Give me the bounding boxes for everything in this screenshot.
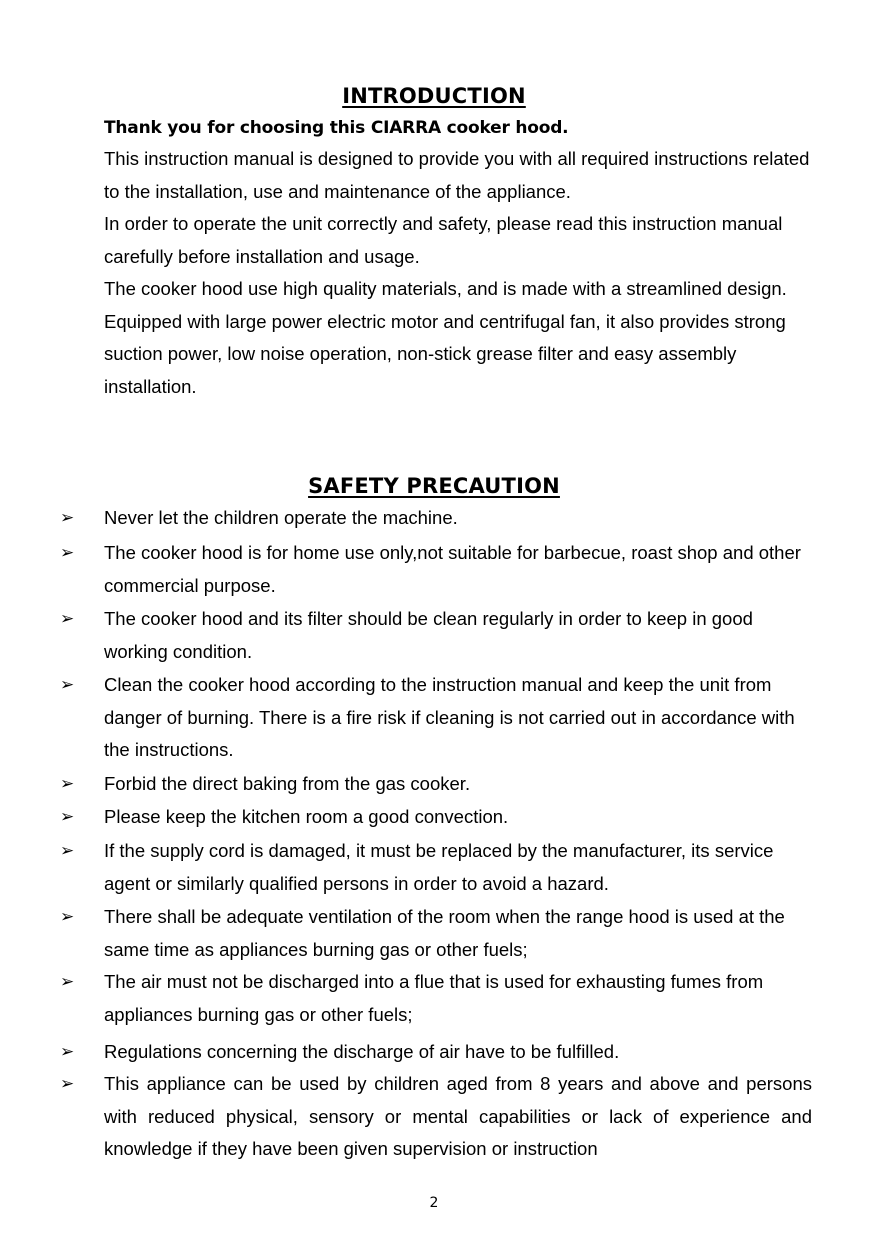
introduction-heading: INTRODUCTION [342, 84, 526, 108]
list-item-text: Please keep the kitchen room a good convection. [104, 806, 509, 827]
list-item-text: The cooker hood and its filter should be clean regularly in order to keep in good working condition. [104, 608, 753, 662]
arrow-bullet-icon: ➢ [60, 841, 75, 861]
list-item-text: If the supply cord is damaged, it must be replaced by the manufacturer, its service agent or similarly qualified persons in order to avoid a hazard. [104, 840, 774, 894]
list-item-text: There shall be adequate ventilation of the room when the range hood is used at the same time as appliances burning gas or other fuels; [104, 906, 785, 960]
arrow-bullet-icon: ➢ [60, 675, 75, 695]
list-item [60, 966, 820, 1031]
list-item-text: Forbid the direct baking from the gas cooker. [104, 773, 471, 794]
arrow-bullet-icon: ➢ [60, 907, 75, 927]
list-item-text: Never let the children operate the machine. [104, 507, 458, 528]
page-number: 2 [429, 1195, 439, 1211]
list-item [60, 901, 820, 966]
list-item [60, 502, 820, 535]
list-item [60, 1068, 820, 1166]
list-item-text: Regulations concerning the discharge of air have to be fulfilled. [104, 1041, 620, 1062]
intro-paragraph: This instruction manual is designed to provide you with all required instructions related to the installation, use and maintenance of the appliance. [104, 148, 810, 202]
list-item [60, 537, 820, 602]
intro-paragraph: In order to operate the unit correctly and safety, please read this instruction manual carefully before installation and usage. [104, 213, 783, 267]
arrow-bullet-icon: ➢ [60, 1042, 75, 1062]
arrow-bullet-icon: ➢ [60, 1074, 75, 1094]
list-item [60, 768, 820, 801]
list-item [60, 669, 820, 767]
list-item [60, 801, 820, 834]
list-item [60, 603, 820, 668]
arrow-bullet-icon: ➢ [60, 543, 75, 563]
list-item-text: The cooker hood is for home use only,not suitable for barbecue, roast shop and other commercial purpose. [104, 542, 801, 596]
introduction-section [104, 116, 824, 403]
list-item [60, 1036, 820, 1069]
arrow-bullet-icon: ➢ [60, 972, 75, 992]
arrow-bullet-icon: ➢ [60, 609, 75, 629]
thank-you-line: Thank you for choosing this CIARRA cooker hood. [104, 118, 569, 138]
arrow-bullet-icon: ➢ [60, 774, 75, 794]
safety-heading: SAFETY PRECAUTION [308, 474, 560, 498]
arrow-bullet-icon: ➢ [60, 807, 75, 827]
arrow-bullet-icon: ➢ [60, 508, 75, 528]
list-item-text: The air must not be discharged into a flue that is used for exhausting fumes from appliances burning gas or other fuels; [104, 971, 764, 1025]
intro-paragraph: The cooker hood use high quality materials, and is made with a streamlined design. Equipped with large power electric motor and centrifugal fan, it also provides strong suction power, low noise operation, non-stick grease filter and easy assembly installation. [104, 278, 787, 397]
list-item-text: This appliance can be used by children aged from 8 years and above and persons with reduced physical, sensory or mental capabilities or lack of experience and knowledge if they have been given supervision or instruction [104, 1073, 812, 1159]
list-item-text: Clean the cooker hood according to the instruction manual and keep the unit from danger of burning. There is a fire risk if cleaning is not carried out in accordance with the instructions. [104, 674, 795, 760]
list-item [60, 835, 820, 900]
